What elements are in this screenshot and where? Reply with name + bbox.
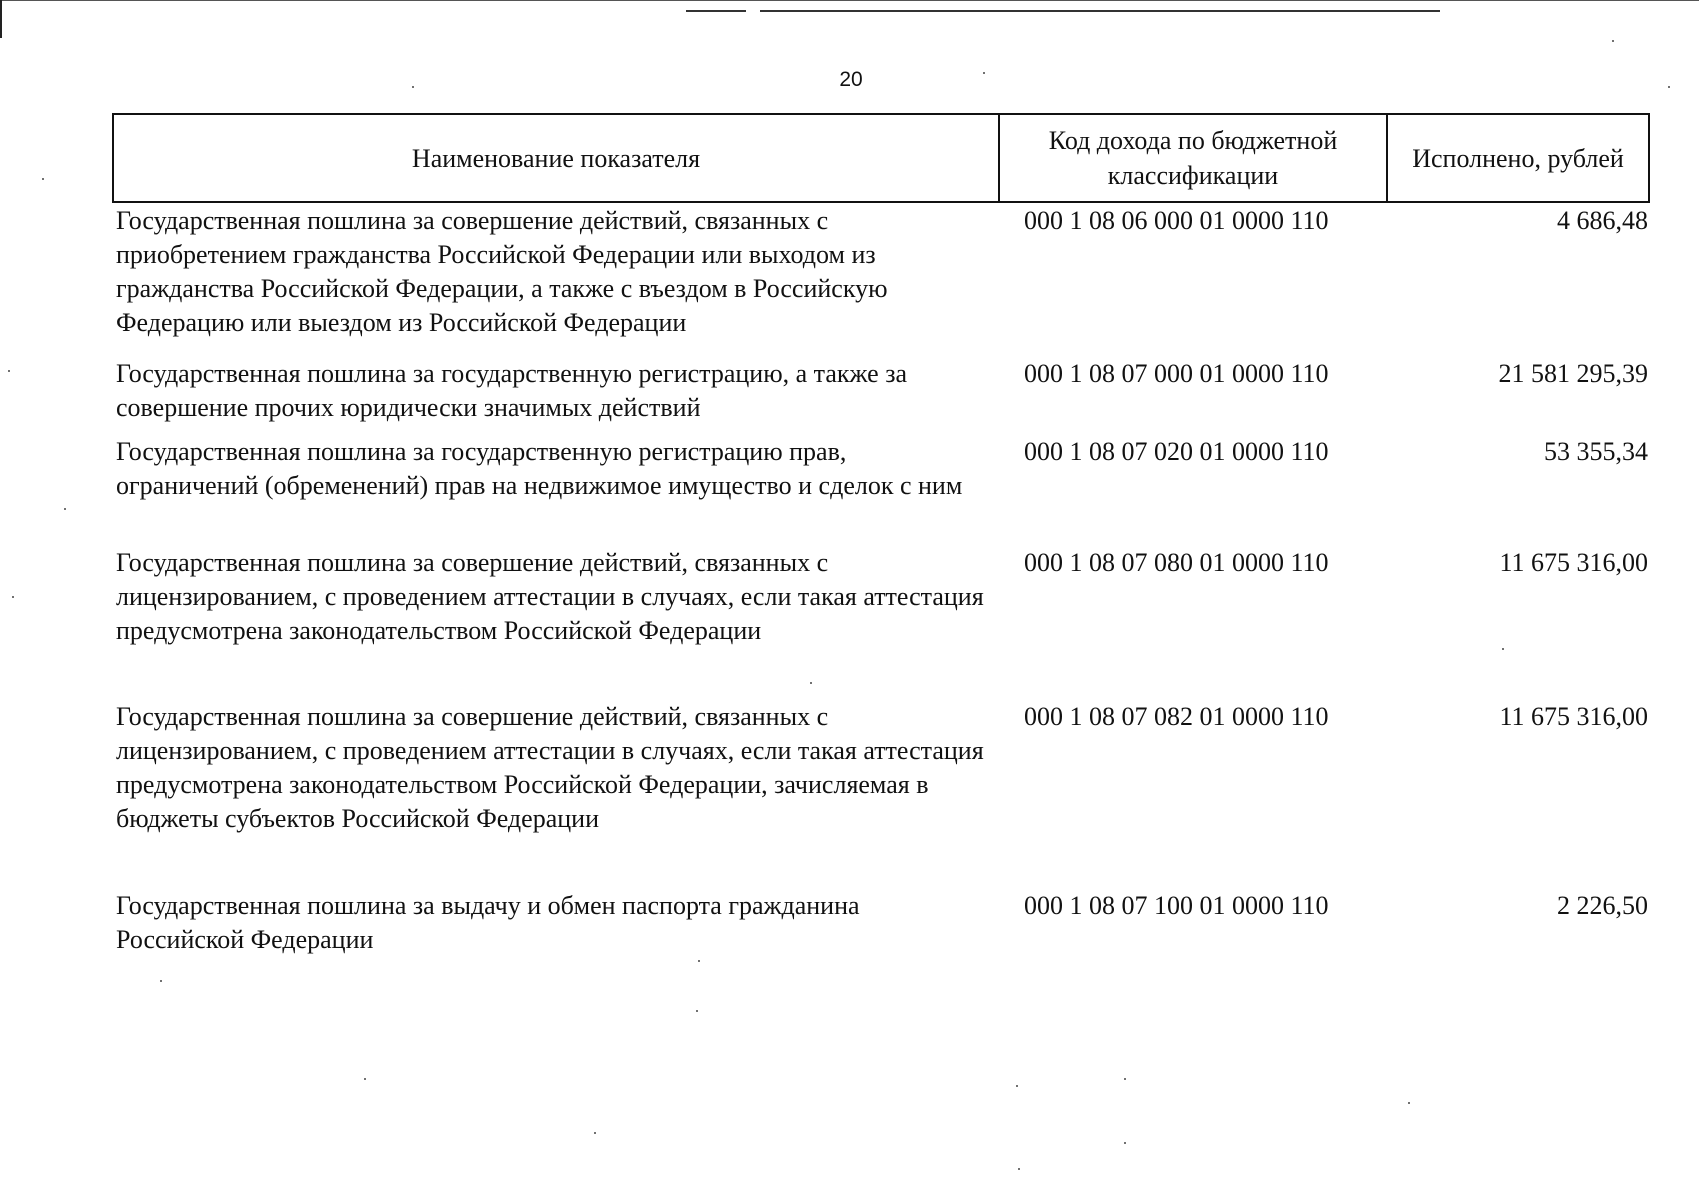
table-row <box>112 204 1650 340</box>
header-amount: Исполнено, рублей <box>1412 143 1624 173</box>
row-amount: 4 686,48 <box>1557 206 1648 235</box>
row-code: 000 1 08 07 000 01 0000 110 <box>1024 359 1329 388</box>
scan-speck <box>1018 1168 1020 1170</box>
row-name: Государственная пошлина за выдачу и обмен паспорта гражданина Российской Федерации <box>116 891 860 954</box>
scan-speck <box>698 960 700 962</box>
scan-speck <box>1124 1142 1126 1144</box>
row-code: 000 1 08 07 082 01 0000 110 <box>1024 702 1329 731</box>
scan-speck <box>1016 1085 1018 1087</box>
scan-speck <box>12 596 14 598</box>
scan-speck <box>364 1078 366 1080</box>
scan-speck <box>1612 40 1614 42</box>
scan-speck <box>810 682 812 684</box>
table-row <box>112 889 1650 957</box>
scan-speck <box>983 72 985 74</box>
row-name: Государственная пошлина за совершение действий, связанных с лицензированием, с проведением аттестации в случаях, если такая аттестация предусмотрена законодательством Российской Федерации <box>116 548 984 645</box>
page-number: 20 <box>839 68 863 91</box>
row-amount: 53 355,34 <box>1544 437 1648 466</box>
scan-speck <box>64 508 66 510</box>
table-row <box>112 546 1650 648</box>
scan-artifact-line <box>686 10 746 12</box>
row-name: Государственная пошлина за государственную регистрацию прав, ограничений (обременений) прав на недвижимое имущество и сделок с ним <box>116 437 963 500</box>
row-amount: 11 675 316,00 <box>1499 548 1648 577</box>
scan-speck <box>1124 1078 1126 1080</box>
scan-speck <box>1668 86 1670 88</box>
scan-speck <box>696 1010 698 1012</box>
header-code: Код дохода по бюджетной классификации <box>1000 115 1388 201</box>
row-name: Государственная пошлина за государственную регистрацию, а также за совершение прочих юридически значимых действий <box>116 359 908 422</box>
table-row <box>112 700 1650 836</box>
scan-top-edge <box>0 0 1699 1</box>
row-code: 000 1 08 07 020 01 0000 110 <box>1024 437 1329 466</box>
row-code: 000 1 08 06 000 01 0000 110 <box>1024 206 1329 235</box>
scan-speck <box>42 178 44 180</box>
row-name: Государственная пошлина за совершение действий, связанных с приобретением гражданства Российской Федерации или выходом из гражданства Российской Федерации, а также с въездом в Российскую Федерацию или выездом из Российской Федерации <box>116 206 888 337</box>
row-code: 000 1 08 07 080 01 0000 110 <box>1024 548 1329 577</box>
row-amount: 2 226,50 <box>1557 891 1648 920</box>
scan-speck <box>412 86 414 88</box>
scan-speck <box>1408 1102 1410 1104</box>
table-row <box>112 357 1650 425</box>
header-name: Наименование показателя <box>114 115 1000 201</box>
row-amount: 21 581 295,39 <box>1498 359 1648 388</box>
table-header <box>112 113 1650 203</box>
scan-speck <box>594 1132 596 1134</box>
table-row <box>112 435 1650 503</box>
row-name: Государственная пошлина за совершение действий, связанных с лицензированием, с проведением аттестации в случаях, если такая аттестация предусмотрена законодательством Российской Федерации, зачисляемая в бюджеты субъектов Российской Федерации <box>116 702 984 833</box>
row-code: 000 1 08 07 100 01 0000 110 <box>1024 891 1329 920</box>
scan-left-edge <box>0 0 2 38</box>
scan-speck <box>160 980 162 982</box>
scan-artifact-line <box>760 10 1440 12</box>
row-amount: 11 675 316,00 <box>1499 702 1648 731</box>
scan-speck <box>8 370 10 372</box>
scan-speck <box>1502 648 1504 650</box>
